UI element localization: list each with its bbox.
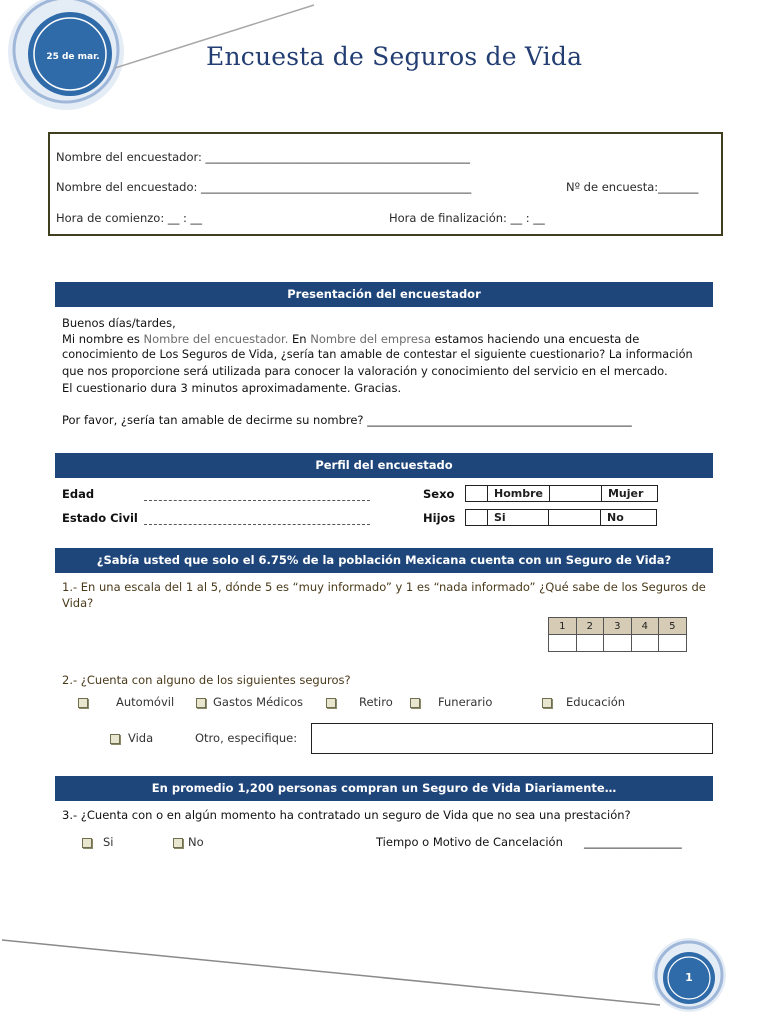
page-number: 1 bbox=[685, 971, 693, 984]
option-education-label: Educación bbox=[566, 695, 626, 709]
scale-answer-4[interactable] bbox=[631, 635, 659, 652]
name-question[interactable]: Por favor, ¿sería tan amable de decirme su nombre? ______________________________________________ bbox=[62, 413, 632, 427]
children-yes-box[interactable] bbox=[466, 510, 488, 526]
scale-label-2: 2 bbox=[576, 618, 604, 635]
no-label: No bbox=[188, 835, 204, 849]
checkbox-life[interactable] bbox=[110, 734, 120, 744]
scale-answer-2[interactable] bbox=[576, 635, 604, 652]
option-medical-label: Gastos Médicos bbox=[213, 695, 303, 709]
daily-purchases-heading: En promedio 1,200 personas compran un Seguro de Vida Diariamente… bbox=[55, 776, 713, 801]
children-options-table bbox=[465, 509, 657, 526]
question-1: 1.- En una escala del 1 al 5, dónde 5 es “muy informado” y 1 es “nada informado” ¿Qué sabe de los Seguros de Vida? bbox=[62, 580, 706, 610]
greeting-text: Buenos días/tardes, bbox=[62, 316, 176, 330]
sex-female-box[interactable] bbox=[549, 486, 601, 502]
option-funeral-label: Funerario bbox=[438, 695, 493, 709]
survey-number-field[interactable]: Nº de encuesta:_______ bbox=[566, 180, 699, 194]
company-name-placeholder: Nombre del empresa bbox=[310, 332, 431, 346]
age-label: Edad bbox=[62, 487, 95, 501]
yes-label: Si bbox=[103, 835, 114, 849]
intro-line-1-c: En bbox=[288, 332, 311, 346]
sex-male-box[interactable] bbox=[466, 486, 488, 502]
sex-male-label: Hombre bbox=[488, 486, 550, 502]
interviewer-field[interactable]: Nombre del encuestador: ______________________________________________ bbox=[56, 150, 471, 164]
scale-answer-3[interactable] bbox=[604, 635, 632, 652]
knowledge-scale-table bbox=[548, 617, 687, 652]
option-life-label: Vida bbox=[128, 731, 154, 745]
checkbox-retirement[interactable] bbox=[326, 698, 336, 708]
sex-female-label: Mujer bbox=[601, 486, 657, 502]
checkbox-medical[interactable] bbox=[196, 698, 206, 708]
intro-line-2: conocimiento de Los Seguros de Vida, ¿sería tan amable de contestar el siguiente cuestionario? La información bbox=[62, 348, 693, 361]
age-input-line[interactable] bbox=[144, 500, 370, 501]
scale-label-4: 4 bbox=[631, 618, 659, 635]
intro-line-1 bbox=[62, 332, 639, 346]
question-2: 2.- ¿Cuenta con alguno de los siguientes seguros? bbox=[62, 673, 351, 687]
life-insurance-stat-heading: ¿Sabía usted que solo el 6.75% de la población Mexicana cuenta con un Seguro de Vida? bbox=[55, 548, 713, 573]
bottom-diagonal-line bbox=[2, 940, 660, 1005]
civil-status-label: Estado Civil bbox=[62, 511, 138, 525]
checkbox-education[interactable] bbox=[542, 698, 552, 708]
interviewee-field[interactable]: Nombre del encuestado: _______________________________________________ bbox=[56, 180, 472, 194]
start-time-field[interactable]: Hora de comienzo: __ : __ bbox=[56, 211, 203, 225]
presentation-heading: Presentación del encuestador bbox=[55, 282, 713, 307]
intro-line-3: que nos proporcione será utilizada para conocer la valoración y conocimiento del servicio en el mercado. bbox=[62, 364, 668, 378]
scale-label-1: 1 bbox=[549, 618, 577, 635]
scale-label-5: 5 bbox=[659, 618, 687, 635]
date-badge: 25 de mar. bbox=[46, 52, 100, 62]
children-no-box[interactable] bbox=[549, 510, 601, 526]
intro-line-1-e: estamos haciendo una encuesta de bbox=[431, 332, 640, 346]
checkbox-auto[interactable] bbox=[78, 698, 88, 708]
interviewer-name-placeholder: Nombre del encuestador. bbox=[143, 332, 289, 346]
other-specify-label: Otro, especifique: bbox=[195, 731, 298, 745]
intro-line-4: El cuestionario dura 3 minutos aproximadamente. Gracias. bbox=[62, 381, 402, 395]
scale-label-3: 3 bbox=[604, 618, 632, 635]
intro-line-1-a: Mi nombre es bbox=[62, 332, 144, 346]
checkbox-no[interactable] bbox=[173, 838, 183, 848]
scale-answer-5[interactable] bbox=[659, 635, 687, 652]
children-yes-label: Si bbox=[488, 510, 549, 526]
interview-info-box bbox=[48, 132, 723, 236]
profile-heading: Perfil del encuestado bbox=[55, 453, 713, 478]
end-time-field[interactable]: Hora de finalización: __ : __ bbox=[389, 211, 545, 225]
scale-answer-1[interactable] bbox=[549, 635, 577, 652]
option-auto-label: Automóvil bbox=[116, 695, 175, 709]
sex-label: Sexo bbox=[423, 487, 455, 501]
checkbox-yes[interactable] bbox=[82, 838, 92, 848]
children-no-label: No bbox=[601, 510, 657, 526]
page-title: Encuesta de Seguros de Vida bbox=[206, 42, 583, 71]
option-retirement-label: Retiro bbox=[359, 695, 393, 709]
cancellation-label: Tiempo o Motivo de Cancelación bbox=[376, 835, 563, 849]
children-label: Hijos bbox=[423, 511, 456, 525]
checkbox-funeral[interactable] bbox=[410, 698, 420, 708]
cancellation-input-line[interactable]: _________________ bbox=[584, 835, 682, 849]
civil-status-input-line[interactable] bbox=[144, 524, 370, 525]
question-3: 3.- ¿Cuenta con o en algún momento ha contratado un seguro de Vida que no sea una prestación? bbox=[62, 808, 631, 822]
sex-options-table bbox=[465, 485, 658, 502]
other-specify-input[interactable] bbox=[311, 723, 713, 754]
